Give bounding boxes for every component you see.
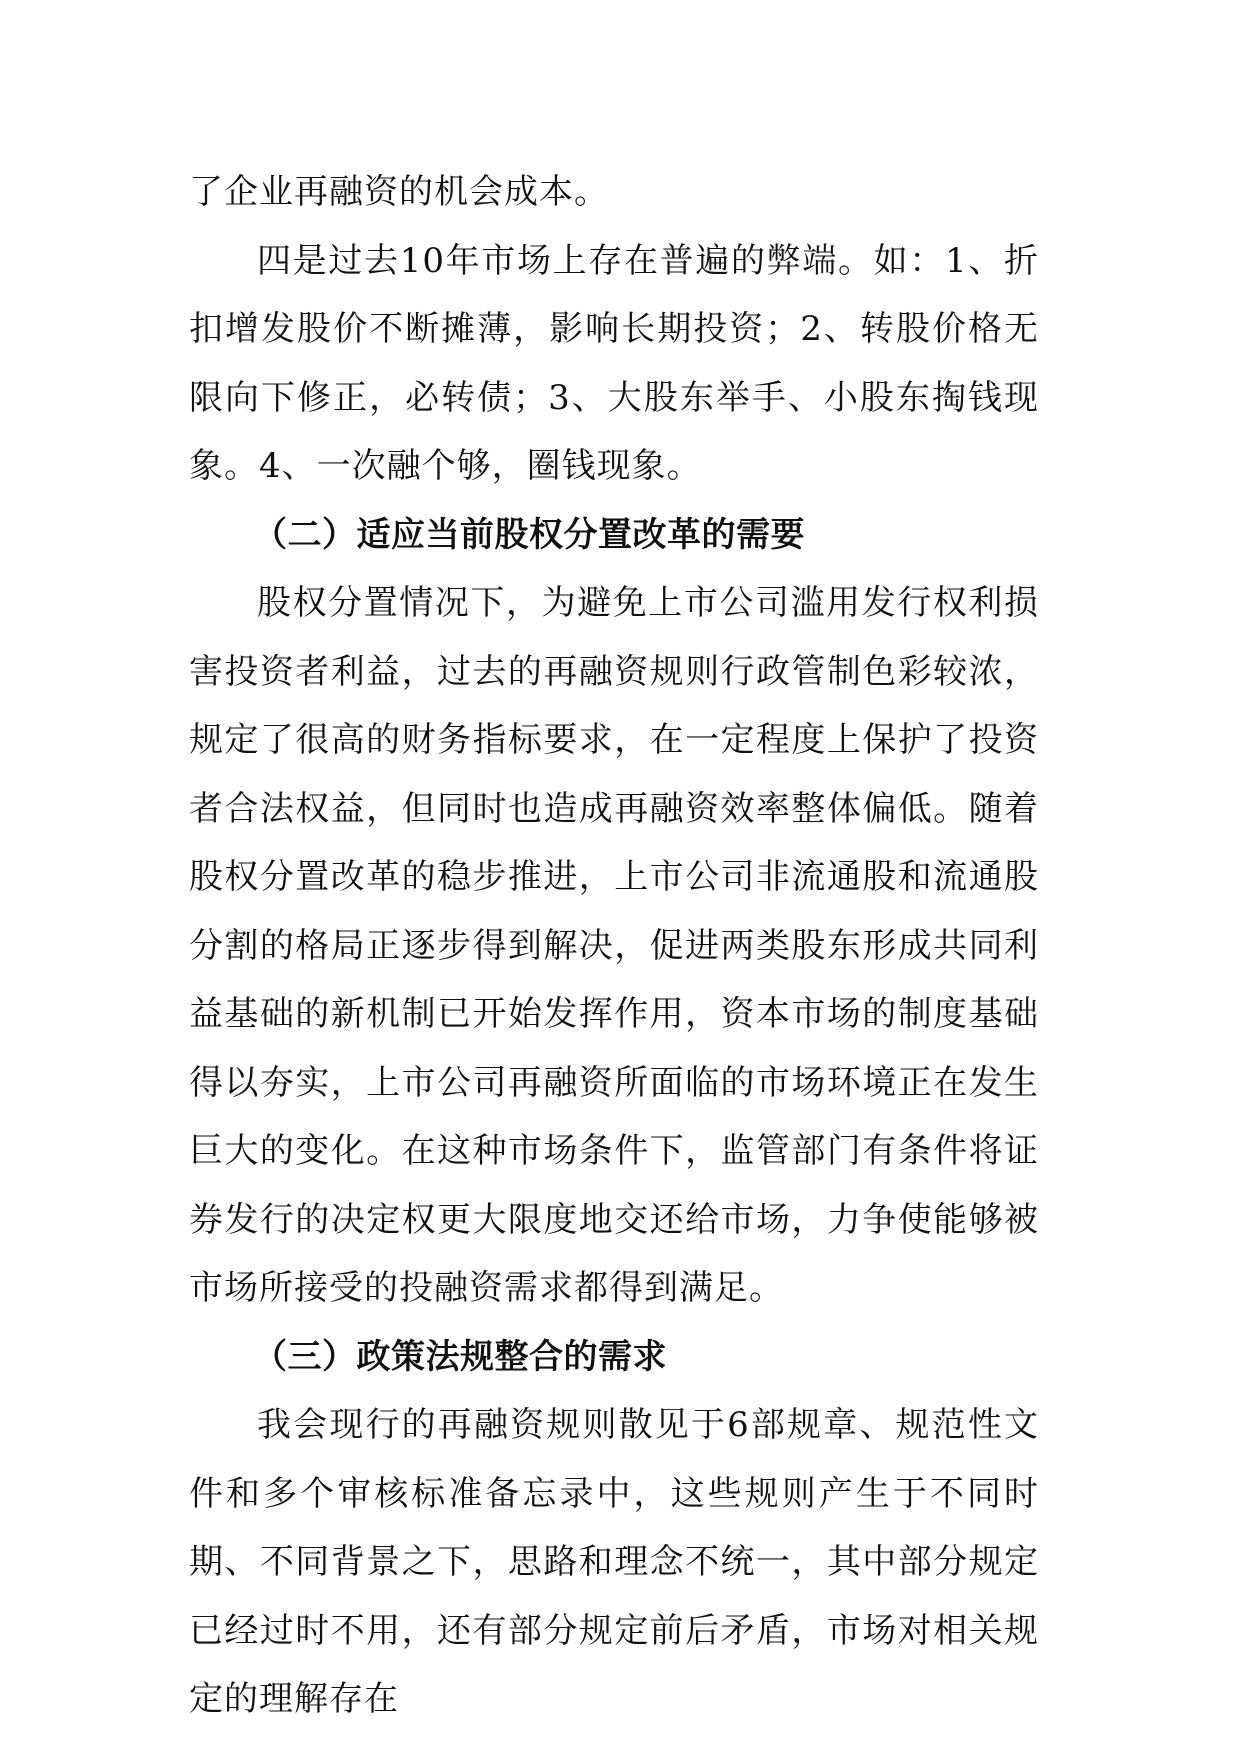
paragraph-continuation: 了企业再融资的机会成本。: [189, 172, 609, 212]
section-heading-share-reform: （二）适应当前股权分置改革的需要: [253, 514, 805, 555]
document-body: [189, 158, 1039, 1734]
paragraph-policy-integration: 我会现行的再融资规则散见于6部规章、规范性文件和多个审核标准备忘录中，这些规则产生于不同时期、不同背景之下，思路和理念不统一，其中部分规定已经过时不用，还有部分规定前后矛盾，市场对相关规定的理解存在: [189, 1405, 1039, 1719]
section-heading-policy-integration: （三）政策法规整合的需求: [253, 1336, 667, 1377]
paragraph-market-drawbacks: 四是过去10年市场上存在普遍的弊端。如：1、折扣增发股价不断摊薄，影响长期投资；2、转股价格无限向下修正，必转债；3、大股东举手、小股东掏钱现象。4、一次融个够，圈钱现象。: [189, 240, 1039, 486]
paragraph-share-reform: 股权分置情况下，为避免上市公司滥用发行权利损害投资者利益，过去的再融资规则行政管制色彩较浓，规定了很高的财务指标要求，在一定程度上保护了投资者合法权益，但同时也造成再融资效率整体偏低。随着股权分置改革的稳步推进，上市公司非流通股和流通股分割的格局正逐步得到解决，促进两类股东形成共同利益基础的新机制已开始发挥作用，资本市场的制度基础得以夯实，上市公司再融资所面临的市场环境正在发生巨大的变化。在这种市场条件下，监管部门有条件将证券发行的决定权更大限度地交还给市场，力争使能够被市场所接受的投融资需求都得到满足。: [189, 583, 1039, 1308]
